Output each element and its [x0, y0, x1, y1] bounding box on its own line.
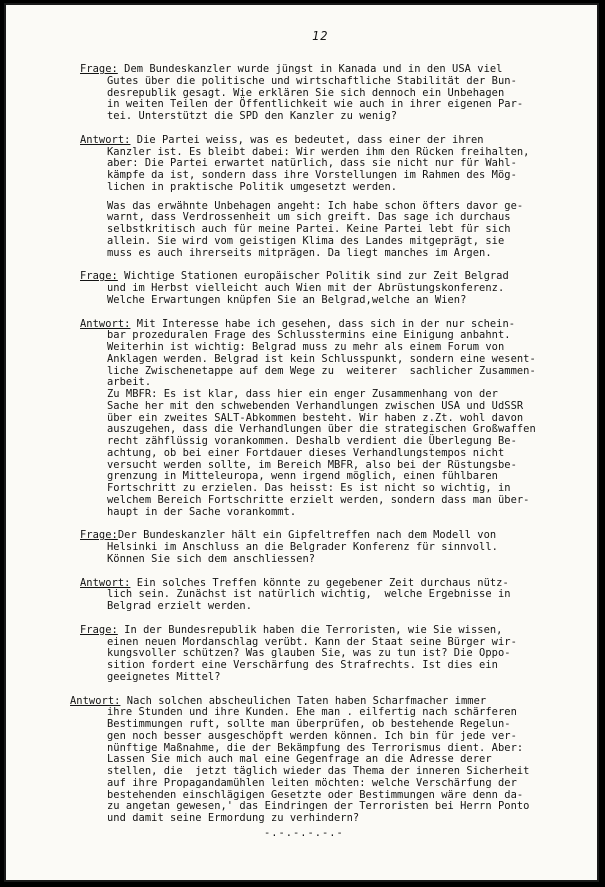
text-line: welchem Bereich Fortschritte erzielt werden, sondern dass man über- [107, 493, 530, 506]
text-line: bar prozeduralen Frage des Schlusstermins eine Einigung anbahnt. [107, 329, 511, 342]
text-line: Bestimmungen ruft, sollte man überprüfen, ob bestehende Regelun- [107, 718, 511, 730]
text-line: einen neuen Mordanschlag verübt. Kann der Staat seine Bürger wir- [107, 635, 517, 648]
page-number: 12 [312, 29, 329, 43]
text-line: nünftige Maßnahme, die der Bekämpfung des Terrorismus dient. Aber: [107, 741, 524, 754]
question-paragraph [80, 64, 576, 123]
text-line: stellen, die jetzt täglich wieder das Thema der inneren Sicherheit [107, 765, 530, 777]
question-label: Frage: [80, 270, 118, 283]
answer-paragraph [80, 578, 576, 613]
question-paragraph [80, 530, 576, 565]
text-line: Lassen Sie mich auch mal eine Gegenfrage an die Adresse derer [107, 753, 492, 766]
text-line: Kanzler ist. Es bleibt dabei: Wir werden ihm den Rücken freihalten, [107, 145, 530, 158]
text-line: kungsvoller schützen? Was glauben Sie, was zu tun ist? Die Oppo- [107, 647, 511, 660]
text-line: Nach solchen abscheulichen Taten haben Scharfmacher immer [120, 694, 487, 707]
text-line: versucht werden sollte, im Bereich MBFR, also bei der Rüstungsbe- [107, 458, 517, 471]
text-line: bestehenden einschlägigen Gesetzte oder Bestimmungen wäre denn da- [107, 788, 524, 801]
text-line: Helsinki im Anschluss an die Belgrader Konferenz für sinnvoll. [107, 541, 498, 553]
text-line: desrepublik gesagt. Wie erklären Sie sich dennoch ein Unbehagen [107, 86, 505, 99]
text-line: in weiten Teilen der Öffentlichkeit wie auch in ihrer eigenen Par- [107, 98, 524, 111]
answer-paragraph [80, 135, 576, 194]
text-line: muss es auch ihrerseits mitprägen. Da liegt manches im Argen. [107, 246, 492, 259]
text-line: In der Bundesrepublik haben die Terroristen, wie Sie wissen, [117, 623, 503, 636]
text-line: tei. Unterstützt die SPD den Kanzler zu wenig? [107, 110, 398, 122]
text-line: lich sein. Zunächst ist natürlich wichtig, welche Ergebnisse in [107, 588, 511, 601]
answer-paragraph [80, 319, 576, 519]
text-line: liche Zwischenetappe auf dem Wege zu weiterer sachlicher Zusammen- [107, 364, 536, 377]
text-line: grenzung in Mitteleuropa, wenn irgend möglich, einen fühlbaren [107, 470, 498, 483]
document-page [4, 3, 599, 882]
text-line: Anklagen werden. Belgrad ist kein Schlusspunkt, sondern eine wesent- [107, 352, 536, 365]
text-line: achtung, ob bei einer Fortdauer dieses Verhandlungstempos nicht [107, 446, 505, 459]
text-line: auf ihre Propagandamühlen leiten möchten: welche Verschärfung der [107, 776, 517, 789]
text-line: geeignetes Mittel? [107, 670, 221, 683]
text-line: Welche Erwartungen knüpfen Sie an Belgrad,welche an Wien? [107, 293, 467, 306]
text-line: Was das erwähnte Unbehagen angeht: Ich habe schon öfters davor ge- [107, 199, 524, 212]
text-line: Können Sie sich dem anschliessen? [107, 552, 316, 565]
text-line: kämpfe da ist, sondern dass ihre Vorstellungen im Rahmen des Mög- [107, 169, 517, 181]
text-line: arbeit. [107, 376, 152, 389]
closing-mark: -.-.-.-.-.- [264, 826, 344, 839]
text-line: Belgrad erzielt werden. [107, 600, 253, 612]
text-line: lichen in praktische Politik umgesetzt werden. [107, 180, 398, 193]
text-line: selbstkritisch auch für meine Partei. Keine Partei lebt für sich [107, 223, 511, 235]
text-line: und damit seine Ermordung zu verhindern? [107, 812, 360, 824]
text-line: warnt, dass Verdrossenheit um sich greift. Das sage ich durchaus [107, 211, 511, 224]
text-line: Sache her mit den schwebenden Verhandlungen zwischen USA und UdSSR [107, 399, 524, 412]
document-body [70, 63, 576, 839]
text-line: Fortschritt zu erzielen. Das heisst: Es ist nicht so wichtig, in [107, 482, 511, 494]
question-label: Frage: [80, 63, 118, 75]
question-paragraph [80, 625, 576, 684]
text-line: und im Herbst vielleicht auch Wien mit der Abrüstungskonferenz. [107, 282, 505, 294]
text-line: Mit Interesse habe ich gesehen, dass sich in der nur schein- [130, 317, 516, 330]
text-line: recht zähflüssig vorankommen. Deshalb verdient die Überlegung Be- [107, 435, 517, 447]
text-line: Gutes über die politische und wirtschaftliche Stabilität der Bun- [107, 74, 517, 87]
text-line: Dem Bundeskanzler wurde jüngst in Kanada und in den USA viel [117, 63, 503, 75]
text-line: auszugehen, dass die Verhandlungen über die strategischen Großwaffen [107, 423, 536, 436]
text-line: Zu MBFR: Es ist klar, dass hier ein enger Zusammenhang von der [107, 388, 498, 400]
text-line: zu angetan gewesen,' das Eindringen der Terroristen bei Herrn Ponto [107, 800, 530, 813]
text-line: Weiterhin ist wichtig: Belgrad muss zu mehr als einem Forum von [107, 341, 505, 353]
text-line: Der Bundeskanzler hält ein Gipfeltreffen nach dem Modell von [117, 529, 497, 542]
text-line: Wichtige Stationen europäischer Politik sind zur Zeit Belgrad [117, 270, 509, 283]
text-line: gen noch besser ausgeschöpft werden können. Ich bin für jede ver- [107, 729, 517, 742]
text-line: Ein solches Treffen könnte zu gegebener Zeit durchaus nütz- [130, 576, 509, 589]
text-line: sition fordert eine Verschärfung des Strafrechts. Ist dies ein [107, 659, 498, 671]
question-label: Frage: [80, 623, 118, 636]
question-paragraph [80, 271, 576, 306]
text-line: allein. Sie wird vom geistigen Klima des Landes mitgeprägt, sie [107, 234, 505, 247]
answer-label: Antwort: [80, 133, 131, 146]
text-line: über ein zweites SALT-Abkommen besteht. Wir haben z.Zt. wohl davon [107, 411, 524, 424]
text-line: Die Partei weiss, was es bedeutet, dass einer der ihren [130, 133, 484, 146]
answer-paragraph [70, 696, 576, 825]
answer-label: Antwort: [70, 694, 121, 707]
text-line: aber: Die Partei erwartet natürlich, dass sie nicht nur für Wahl- [107, 157, 517, 170]
question-label: Frage: [80, 529, 118, 542]
text-line: haupt in der Sache vorankommt. [107, 505, 297, 518]
text-line: ihre Stunden und ihre Kunden. Ehe man . eilfertig nach schärferen [107, 706, 517, 719]
answer-label: Antwort: [80, 317, 131, 330]
answer-label: Antwort: [80, 576, 131, 589]
answer-continuation-paragraph [80, 201, 576, 260]
